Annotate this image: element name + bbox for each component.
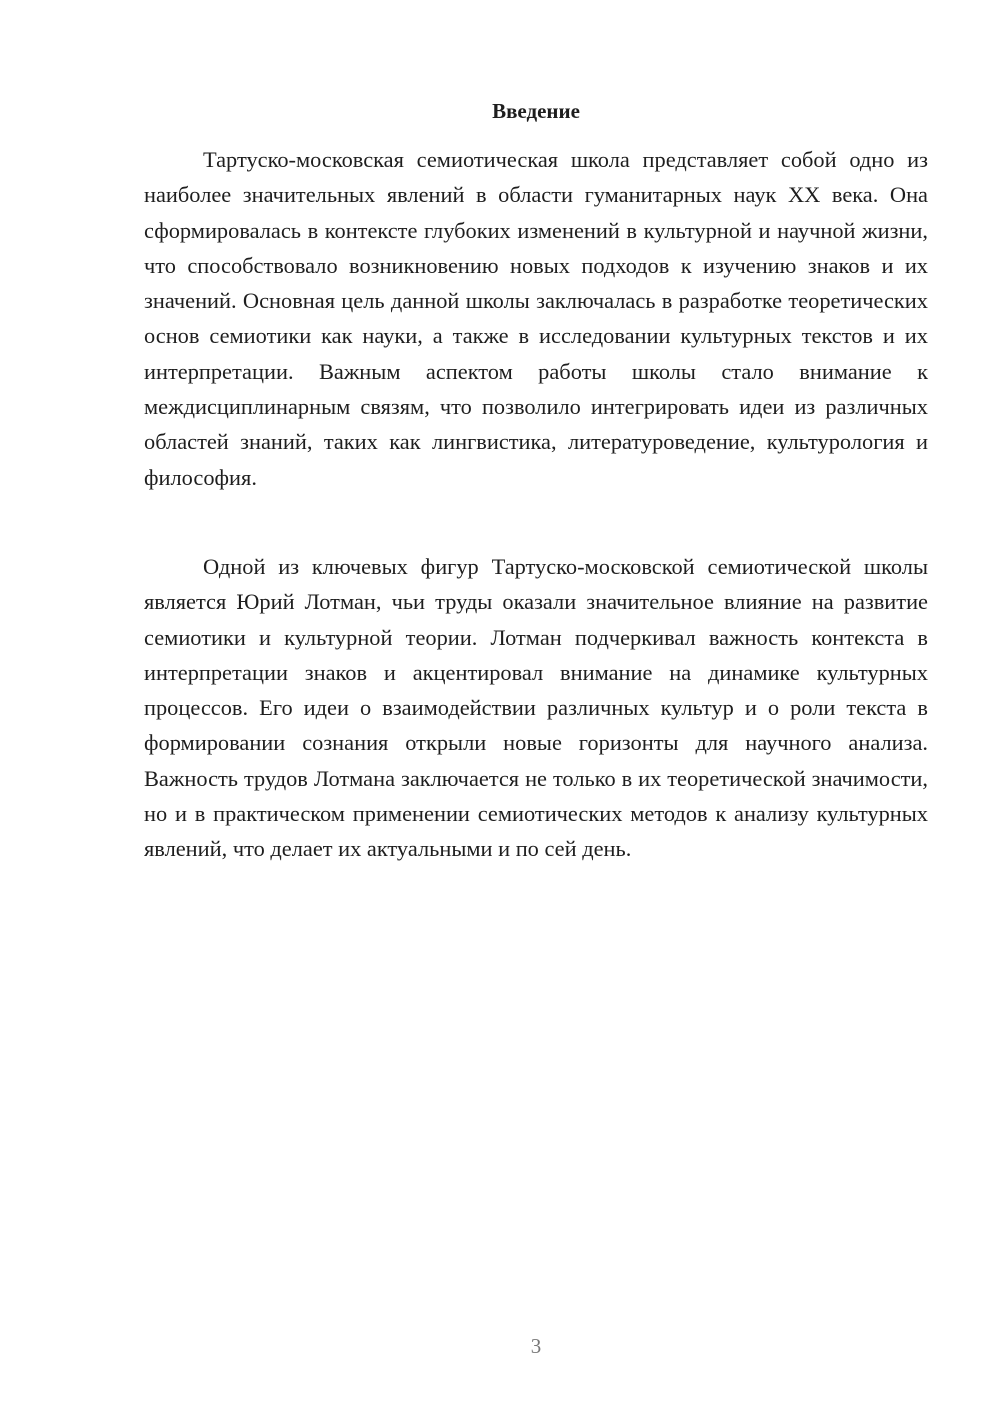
paragraph-lotman: Одной из ключевых фигур Тартуско-московской семиотической школы является Юрий Лотман, чьи труды оказали значительное влияние на развитие семиотики и культурной теории. Лотман подчеркивал важность контекста в интерпретации знаков и акцентировал внимание на динамике культурных процессов. Его идеи о взаимодействии различных культур и о роли текста в формировании сознания открыли новые горизонты для научного анализа. Важность трудов Лотмана заключается не только в их теоретической значимости, но и в практическом применении семиотических методов к анализу культурных явлений, что делает их актуальными и по сей день. <box>144 554 928 862</box>
page-number: 3 <box>530 1334 542 1358</box>
section-heading: Введение <box>492 99 580 123</box>
paragraph-intro: Тартуско-московская семиотическая школа представляет собой одно из наиболее значительных явлений в области гуманитарных наук XX века. Она сформировалась в контексте глубоких изменений в культурной и научной жизни, что способствовало возникновению новых подходов к изучению знаков и их значений. Основная цель данной школы заключалась в разработке теоретических основ семиотики как науки, а также в исследовании культурных текстов и их интерпретации. Важным аспектом работы школы стало внимание к междисциплинарным связям, что позволило интегрировать идеи из различных областей знаний, таких как лингвистика, литературоведение, культурология и философия. <box>144 147 928 490</box>
